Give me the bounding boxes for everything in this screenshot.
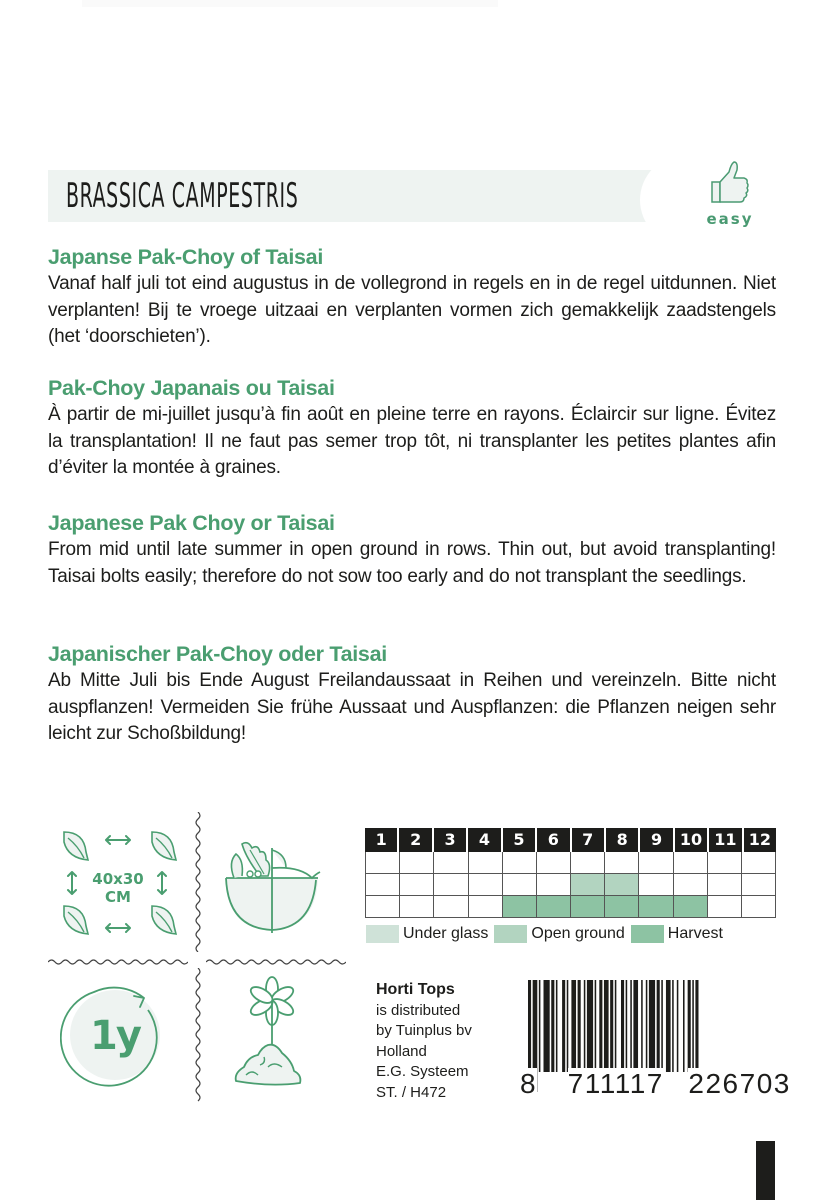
top-edge-strip <box>82 0 498 7</box>
lifecycle-badge <box>60 980 170 1090</box>
calendar-row-open-ground <box>365 874 776 896</box>
calendar-cell <box>708 852 742 873</box>
section-french <box>48 374 776 482</box>
distributor-line: is distributed <box>376 1001 461 1019</box>
brand-name: Horti Tops <box>376 981 455 998</box>
calendar-cell <box>639 896 673 917</box>
wavy-divider-vertical-top <box>192 812 204 952</box>
month-header: 1 <box>365 828 399 852</box>
difficulty-badge <box>705 160 755 232</box>
calendar-cell <box>400 874 434 895</box>
calendar-cell <box>605 896 639 917</box>
barcode-number <box>520 1068 791 1100</box>
section-title: Japanischer Pak-Choy oder Taisai <box>48 642 387 666</box>
section-dutch <box>48 243 776 351</box>
month-header: 2 <box>399 828 433 852</box>
calendar-cell <box>742 852 776 873</box>
distributor-line: Holland <box>376 1042 427 1060</box>
spacing-unit: CM <box>105 888 131 906</box>
calendar-cell <box>571 896 605 917</box>
section-body: Ab Mitte Juli bis Ende August Freilandaussaat in Reihen und vereinzeln. Bitte nicht auspflanzen! Vermeiden Sie frühe Aussaat und Auspflanzen: die Pflanzen neigen sehr leicht zur Schoßbildung! <box>48 670 776 744</box>
month-header: 4 <box>468 828 502 852</box>
legend-label: Under glass <box>403 925 489 942</box>
spacing-dimensions: 40x30 <box>92 870 144 888</box>
calendar-cell <box>503 874 537 895</box>
calendar-cell <box>571 852 605 873</box>
section-title: Pak-Choy Japanais ou Taisai <box>48 376 335 400</box>
distributor-info <box>376 980 472 1103</box>
calendar-legend <box>366 924 729 944</box>
legend-item-harvest <box>631 925 723 943</box>
barcode-right-group: 226703 <box>688 1068 791 1099</box>
legend-swatch <box>631 925 664 943</box>
section-german <box>48 640 776 748</box>
month-header: 9 <box>640 828 674 852</box>
wavy-divider-horizontal-right <box>206 957 346 967</box>
calendar-cell <box>434 896 468 917</box>
calendar-cell <box>434 874 468 895</box>
calendar-cell <box>434 852 468 873</box>
section-body: À partir de mi-juillet jusqu’à fin août en pleine terre en rayons. Éclaircir sur ligne. Évitez la transplantation! Il ne faut pas semer trop tôt, ni transplanter les petites plantes afin d’éviter la montée à graines. <box>48 404 776 478</box>
calendar-cell <box>400 852 434 873</box>
wavy-divider-horizontal-left <box>48 957 188 967</box>
flower-in-soil-icon <box>230 975 315 1090</box>
calendar-cell <box>537 896 571 917</box>
calendar-cell <box>674 874 708 895</box>
month-header: 12 <box>748 830 771 849</box>
calendar-cell <box>674 852 708 873</box>
barcode-left-group: 711117 <box>567 1068 664 1099</box>
calendar-header <box>365 828 776 852</box>
month-header: 5 <box>503 828 537 852</box>
legend-label: Harvest <box>667 925 723 942</box>
calendar-cell <box>503 852 537 873</box>
month-header: 10 <box>675 828 709 852</box>
plant-spacing-info <box>58 830 178 940</box>
calendar-cell <box>503 896 537 917</box>
sowing-calendar <box>365 828 776 918</box>
legend-swatch <box>494 925 527 943</box>
section-title: Japanese Pak Choy or Taisai <box>48 511 335 535</box>
print-registration-mark <box>756 1141 775 1200</box>
distributor-line: by Tuinplus bv <box>376 1022 472 1039</box>
legend-item-under-glass <box>366 925 488 943</box>
calendar-cell <box>365 852 400 873</box>
calendar-cell <box>469 874 503 895</box>
calendar-cell <box>469 896 503 917</box>
distributor-line: E.G. Systeem <box>376 1063 469 1080</box>
month-header: 3 <box>434 828 468 852</box>
barcode-first-digit: 8 <box>520 1068 538 1099</box>
legend-label: Open ground <box>531 925 625 942</box>
calendar-cell <box>639 852 673 873</box>
calendar-cell <box>742 896 776 917</box>
calendar-cell <box>365 874 400 895</box>
calendar-cell <box>639 874 673 895</box>
latin-name: BRASSICA CAMPESTRIS <box>66 176 299 216</box>
calendar-cell <box>537 874 571 895</box>
section-body: Vanaf half juli tot eind augustus in de vollegrond in regels en in de regel uitdunnen. Niet verplanten! Bij te vroege uitzaai en verplanten vormen zich gemakkelijk zaadstengels (het ‘doorschieten’). <box>48 273 776 347</box>
distributor-line: ST. / H472 <box>376 1083 447 1101</box>
calendar-cell <box>708 874 742 895</box>
calendar-cell <box>708 896 742 917</box>
calendar-cell <box>742 874 776 895</box>
calendar-cell <box>605 852 639 873</box>
month-header: 6 <box>537 828 571 852</box>
calendar-row-under-glass <box>365 852 776 874</box>
difficulty-label: easy <box>706 210 754 228</box>
calendar-cell <box>537 852 571 873</box>
calendar-cell <box>400 896 434 917</box>
legend-swatch <box>366 925 399 943</box>
spacing-value <box>84 870 152 906</box>
month-header: 11 <box>709 828 743 852</box>
month-header: 7 <box>572 828 606 852</box>
month-header: 8 <box>606 828 640 852</box>
section-english <box>48 509 776 590</box>
calendar-cell <box>674 896 708 917</box>
section-title: Japanse Pak-Choy of Taisai <box>48 245 323 269</box>
calendar-cell <box>571 874 605 895</box>
salad-bowl-icon <box>220 838 325 938</box>
calendar-cell <box>365 896 400 917</box>
calendar-cell <box>605 874 639 895</box>
section-body: From mid until late summer in open ground in rows. Thin out, but avoid transplanting! Taisai bolts easily; therefore do not sow too early and do not transplant the seedlings. <box>48 539 776 587</box>
thumbs-up-icon <box>709 160 751 210</box>
wavy-divider-vertical-bottom <box>192 968 204 1102</box>
lifecycle-value: 1y <box>90 1013 140 1059</box>
calendar-row-harvest <box>365 896 776 918</box>
calendar-cell <box>469 852 503 873</box>
legend-item-open-ground <box>494 925 624 943</box>
